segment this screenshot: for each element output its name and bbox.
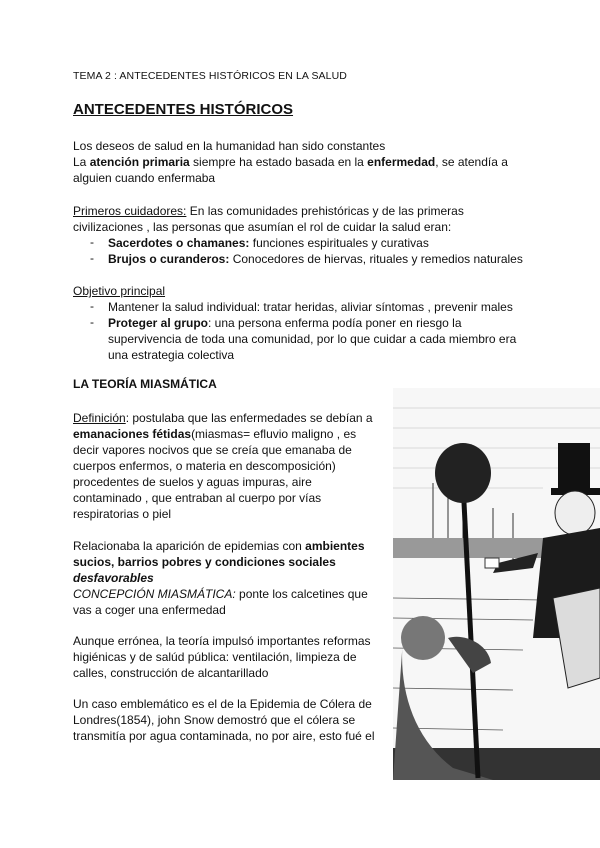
text-run: : una persona enferma podía poner en riesgo la [208,316,462,330]
text-line: procedentes de suelos y aguas impuras, aire [73,475,312,489]
objective-label: Objetivo principal [73,284,166,298]
page-title: ANTECEDENTES HISTÓRICOS [73,101,294,118]
bold-term: atención primaria [89,155,190,169]
text-line: Un caso emblemático es el de la Epidemia de Cólera de [73,697,372,711]
text-line: respiratorias o piel [73,507,172,521]
concept-label: CONCEPCIÓN MIASMÁTICA: [73,587,236,601]
text-line: calles, construcción de alcantarillado [73,666,269,680]
text-run: La [73,155,90,169]
bold-term: Brujos o curanderos: [108,252,230,266]
definition-label: Definición [73,411,126,425]
definition-paragraph [73,410,391,522]
bold-term: enfermedad [367,155,436,169]
bullet-dash: - [90,299,94,313]
text-line [73,586,391,602]
text-run: En las comunidades prehistóricas y de las primeras [186,204,464,218]
text-line: desfavorables [73,571,154,585]
list-item [108,251,523,267]
text-line [73,410,391,426]
section-heading: LA TEORÍA MIASMÁTICA [73,377,217,391]
engraving-image [393,388,600,780]
text-run: funciones espirituales y curativas [249,236,429,250]
list-item: Mantener la salud individual: tratar heridas, aliviar síntomas , prevenir males [108,300,513,314]
list-item [108,315,462,331]
section-label: Primeros cuidadores: [73,204,187,218]
text-line: contaminado , que entraban al cuerpo por vías [73,491,322,505]
miasma-illustration [393,388,600,780]
text-run: (miasmas= efluvio maligno , es [191,427,357,441]
text-line: higiénicas y de salúd pública: ventilación, limpieza de [73,650,357,664]
text-run: siempre ha estado basada en la [189,155,368,169]
list-item-continuation: una estrategia colectiva [108,348,235,362]
text-run: ponte los calcetines que [235,587,368,601]
text-line: vas a coger una enfermedad [73,603,226,617]
text-line: decir vapores nocivos que se creía que emanaba de [73,443,352,457]
relation-paragraph [73,538,391,618]
text-run: : postulaba que las enfermedades se debían a [125,411,373,425]
text-line: transmitía por agua contaminada, no por aire, esto fué el [73,729,375,743]
reforms-paragraph [73,633,391,681]
caretakers-line-2: civilizaciones , las personas que asumían el rol de cuidar la salud eran: [73,220,452,234]
document-header: TEMA 2 : ANTECEDENTES HISTÓRICOS EN LA SALUD [73,70,347,82]
case-paragraph [73,696,391,744]
caretakers-line-1 [73,203,464,219]
text-run: Conocedores de hiervas, rituales y remedios naturales [229,252,523,266]
text-line: cuerpos enfermos, o materia en descomposición) [73,459,336,473]
text-line [73,538,391,554]
bold-term: ambientes [305,539,365,553]
intro-line-2 [73,154,508,170]
text-line: Londres(1854), john Snow demostró que el cólera se [73,713,356,727]
text-run: Relacionaba la aparición de epidemias con [73,539,306,553]
bold-term: Proteger al grupo [108,316,209,330]
bold-term: emanaciones fétidas [73,427,192,441]
text-line [73,426,391,442]
list-item [108,235,429,251]
bold-term: Sacerdotes o chamanes: [108,236,250,250]
text-run: , se atendía a [435,155,508,169]
bullet-dash: - [90,315,94,329]
intro-line-1: Los deseos de salud en la humanidad han sido constantes [73,139,386,153]
intro-line-3: alguien cuando enfermaba [73,171,216,185]
bullet-dash: - [90,235,94,249]
bullet-dash: - [90,251,94,265]
text-line: sucios, barrios pobres y condiciones sociales [73,555,336,569]
text-line: Aunque errónea, la teoría impulsó importantes reformas [73,634,371,648]
list-item-continuation: supervivencia de toda una comunidad, por lo que cuidar a cada miembro era [108,332,517,346]
